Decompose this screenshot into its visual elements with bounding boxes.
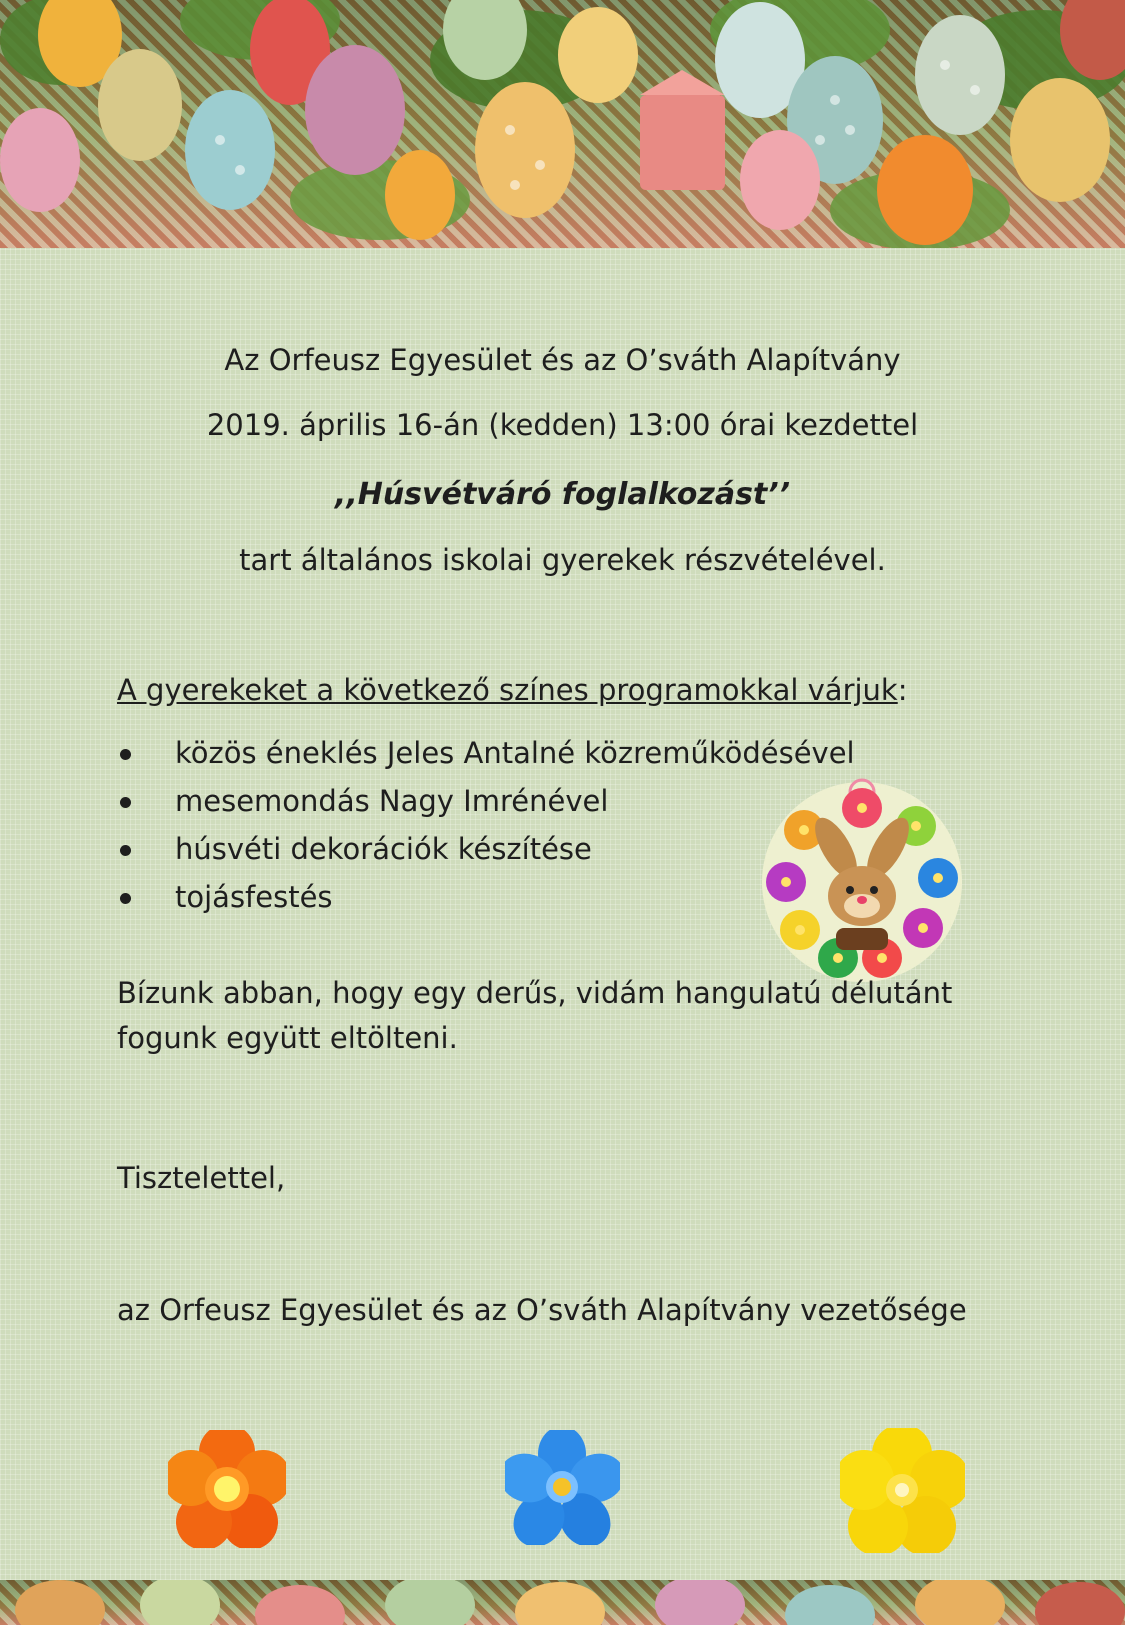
bullet-icon	[120, 797, 131, 808]
greeting: Tisztelettel,	[117, 1161, 286, 1195]
program-item-text: közös éneklés Jeles Antalné közreműködésével	[175, 736, 855, 770]
program-heading-colon: :	[897, 673, 908, 707]
orange-flower-icon	[168, 1430, 286, 1548]
bullet-icon	[120, 893, 131, 904]
participants-line: tart általános iskolai gyerekek részvételével.	[239, 543, 886, 577]
event-title: ,,Húsvétváró foglalkozást’’	[334, 477, 791, 512]
program-item-text: húsvéti dekorációk készítése	[175, 832, 592, 866]
program-item-text: tojásfestés	[175, 880, 333, 914]
easter-eggs-banner-bottom	[0, 1580, 1125, 1625]
date-line: 2019. április 16-án (kedden) 13:00 órai kezdettel	[206, 408, 919, 442]
list-item	[117, 735, 855, 783]
easter-eggs-illustration	[0, 0, 1125, 248]
bullet-icon	[120, 845, 131, 856]
program-item-text: mesemondás Nagy Imrénével	[175, 784, 609, 818]
yellow-flower-icon	[840, 1428, 965, 1553]
program-list	[117, 735, 855, 927]
closing-line-2: fogunk együtt eltölteni.	[117, 1021, 458, 1055]
list-item	[117, 831, 855, 879]
list-item	[117, 783, 855, 831]
easter-eggs-strip	[0, 1580, 1125, 1625]
closing-line-1: Bízunk abban, hogy egy derűs, vidám hangulatú délutánt	[117, 976, 953, 1010]
bunny-wreath-icon	[758, 778, 966, 986]
easter-eggs-banner-top	[0, 0, 1125, 248]
bullet-icon	[120, 749, 131, 760]
blue-flower-icon	[505, 1430, 620, 1545]
program-heading	[117, 672, 908, 708]
signature: az Orfeusz Egyesület és az O’sváth Alapítvány vezetősége	[117, 1293, 967, 1327]
list-item	[117, 879, 855, 927]
program-heading-text: A gyerekeket a következő színes programokkal várjuk	[117, 673, 898, 707]
organizers-line: Az Orfeusz Egyesület és az O’sváth Alapítvány	[224, 343, 901, 377]
